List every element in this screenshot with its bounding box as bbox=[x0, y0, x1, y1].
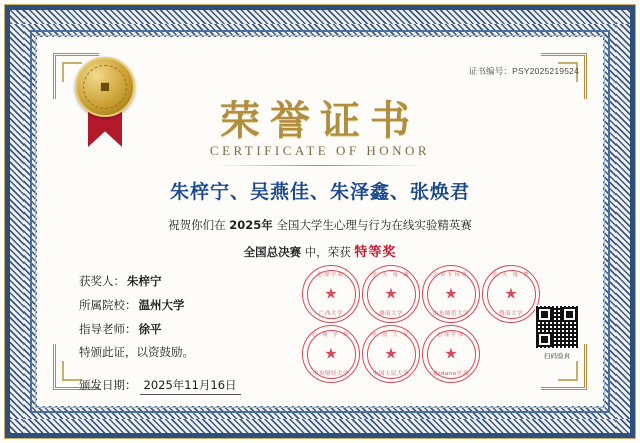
congrats-prefix: 祝贺你们在 bbox=[168, 218, 226, 232]
issue-date bbox=[79, 377, 241, 395]
award-line bbox=[37, 241, 603, 260]
seal-bottom-text: Ordano贝高 bbox=[433, 371, 469, 377]
qr-finder-bottom-left bbox=[537, 332, 552, 347]
congratulation-line bbox=[37, 217, 603, 233]
qr-verify-block[interactable] bbox=[535, 305, 579, 360]
seal-bottom-text: 暨南大学 bbox=[498, 311, 523, 317]
star-icon: ★ bbox=[324, 345, 338, 363]
official-seal bbox=[422, 265, 480, 323]
star-icon: ★ bbox=[444, 345, 458, 363]
congrats-event: 全国大学生心理与行为在线实验精英赛 bbox=[276, 218, 472, 232]
issue-date-value: 2025年11月16日 bbox=[140, 377, 241, 395]
official-seal bbox=[302, 325, 360, 383]
seal-top-text: 心理学院 bbox=[316, 272, 345, 278]
issue-date-label: 颁发日期： bbox=[79, 378, 137, 392]
seal-top-text: 心理学部 bbox=[436, 332, 465, 338]
seal-top-text: 公章专用章 bbox=[433, 272, 469, 278]
seal-group bbox=[302, 265, 542, 383]
congrats-year: 2025年 bbox=[229, 218, 273, 232]
qr-finder-top-left bbox=[537, 307, 552, 322]
seal-bottom-text: 湖南大学 bbox=[378, 311, 403, 317]
title-divider bbox=[215, 165, 425, 166]
info-row bbox=[79, 269, 185, 293]
star-icon: ★ bbox=[504, 285, 518, 303]
seal-bottom-text: 山东师范大学 bbox=[432, 311, 469, 317]
page-title: 荣誉证书 bbox=[220, 97, 420, 144]
seal-top-text: 学 大 南 暨 bbox=[491, 272, 531, 278]
info-row bbox=[79, 317, 185, 341]
star-icon: ★ bbox=[444, 285, 458, 303]
certificate-body bbox=[37, 37, 603, 406]
page-subtitle: CERTIFICATE OF HONOR bbox=[209, 143, 431, 158]
official-seal bbox=[362, 265, 420, 323]
encouragement-note: 特颁此证，以资鼓励。 bbox=[79, 345, 194, 359]
seal-top-text: 心 理 学 院 bbox=[311, 332, 351, 338]
recipient-info bbox=[79, 269, 185, 341]
certificate-number: 证书编号：PSY2025219524 bbox=[468, 66, 579, 76]
info-label: 指导老师： bbox=[79, 322, 137, 336]
qr-code-icon[interactable] bbox=[535, 305, 579, 349]
seal-bottom-text: 中央财经大学 bbox=[312, 371, 349, 377]
info-row bbox=[79, 293, 185, 317]
winner-names: 朱梓宁、吴燕佳、朱泽鑫、张焕君 bbox=[169, 181, 470, 203]
star-icon: ★ bbox=[384, 285, 398, 303]
seal-bottom-text: 广西大学 bbox=[318, 311, 343, 317]
star-icon: ★ bbox=[324, 285, 338, 303]
info-value: 温州大学 bbox=[138, 298, 185, 312]
qr-finder-top-right bbox=[562, 307, 577, 322]
seal-bottom-text: 中国人民大学 bbox=[372, 371, 409, 377]
competition-stage: 全国总决赛 bbox=[243, 245, 302, 259]
official-seal bbox=[302, 265, 360, 323]
seal-top-text: 学 大 南 湖 bbox=[371, 272, 411, 278]
official-seal bbox=[362, 325, 420, 383]
qr-label: 扫码验真 bbox=[544, 352, 570, 360]
seal-top-text: 中 国 人 民 bbox=[371, 332, 411, 338]
info-label: 获奖人： bbox=[79, 274, 125, 288]
info-value: 徐平 bbox=[138, 322, 162, 336]
official-seal bbox=[422, 325, 480, 383]
official-seal bbox=[482, 265, 540, 323]
info-label: 所属院校： bbox=[79, 298, 137, 312]
info-value: 朱梓宁 bbox=[127, 274, 162, 288]
award-connector: 中，荣获 bbox=[304, 245, 351, 259]
star-icon: ★ bbox=[384, 345, 398, 363]
medal-glyph: ■ bbox=[99, 77, 111, 96]
award-prize: 特等奖 bbox=[354, 245, 397, 260]
